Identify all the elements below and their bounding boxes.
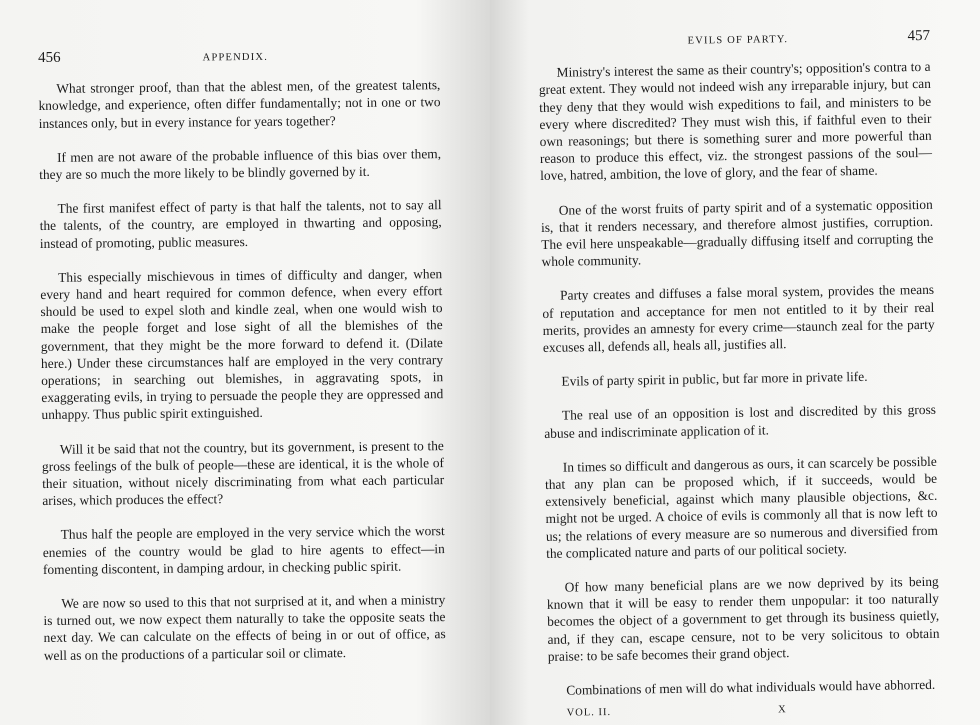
right-paragraph: Of how many beneficial plans are we now deprived by its being known that it will be easy to render them unpopular: it too naturally becomes the object of a government to get through its business quietly, and, if they can, escape censure, not to be very solicitous to obtain praise: to be safe becomes their grand object. (546, 573, 940, 664)
left-page-text-block (38, 46, 446, 681)
right-paragraph: One of the worst fruits of party spirit and of a systematic opposition is, that it renders necessary, and therefore almost justifies, corruption. The evil here unspeakable—gradually diffusing itself and corrupting the whole community. (540, 196, 934, 270)
right-paragraph: The real use of an opposition is lost and discredited by this gross abuse and indiscriminate application of it. (544, 402, 937, 441)
left-paragraph: Will it be said that not the country, but its government, is present to the gross feelings of the bulk of people—these are identical, it is the whole of their situation, without nicely discriminating from what each particular arises, which produces the effect? (41, 437, 445, 509)
signature-mark: X (777, 704, 787, 716)
page-footer (567, 701, 787, 722)
left-paragraph: What stronger proof, than that the ablest men, of the greatest talents, knowledge, and experience, often differ fundamentally; not in one or two instances only, but in every instance for years together? (38, 77, 441, 131)
left-paragraph: Thus half the people are employed in the very service which the worst enemies of the country would be glad to hire agents to effect—in fomenting discontent, in damping ardour, in checking public spirit. (42, 523, 445, 577)
right-page (490, 0, 980, 725)
right-paragraph: Ministry's interest the same as their country's; opposition's contra to a great extent. They would not indeed wish any irreparable injury, but can they deny that they would wish expeditions to fail, and ministers to be every where discredited? They must wish this, if faithful even to their own reasonings; but there is something surer and more powerful than reason to produce this effect, viz. the strongest passions of the soul—love, hatred, ambition, the love of glory, and the fear of shame. (538, 59, 933, 184)
right-paragraph: Combinations of men will do what individuals would have abhorred. (566, 676, 936, 698)
right-paragraph: In times so difficult and dangerous as ours, it can scarcely be possible that any plan can be proposed which, if it succeeds, would be extensively beneficial, against which many plausible objections, &c. might not be urged. A choice of evils is commonly all that is now left to us; the relations of every measure are so numerous and diversified from the complicated nature and parts of our political society. (544, 453, 938, 561)
right-paragraph: Party creates and diffuses a false moral system, provides the means of reputation and acceptance for men not entitled to it by their real merits, provides an amnesty for every crime—staunch zeal for the party excuses all, defends all, heals all, justifies all. (542, 282, 935, 356)
left-page-number: 456 (38, 49, 61, 66)
left-paragraph: We are now so used to this that not surprised at it, and when a ministry is turned out, we now expect them naturally to take the opposite seats the next day. We can calculate on the effects of being in or out of office, as well as on the productions of a particular soil or climate. (43, 592, 446, 663)
left-paragraph: The first manifest effect of party is that half the talents, not to say all the talents, of the country, are employed in thwarting and opposing, instead of promoting, public measures. (39, 197, 442, 251)
left-page-header (38, 46, 440, 68)
right-paragraph: Evils of party spirit in public, but far more in private life. (561, 369, 868, 389)
left-paragraph: If men are not aware of the probable influence of this bias over them, they are so much the more likely to be blindly governed by it. (39, 145, 442, 183)
right-page-header (538, 28, 930, 52)
left-running-head: APPENDIX. (202, 51, 269, 64)
volume-label: VOL. II. (566, 707, 612, 719)
right-page-text-block (538, 28, 941, 723)
right-running-head: EVILS OF PARTY. (687, 34, 789, 47)
right-page-number: 457 (907, 27, 931, 45)
left-paragraph: This especially mischievous in times of difficulty and danger, when every hand and heart required for common defence, when every effort should be used to expel sloth and kindle zeal, when one would wish to make the people forget and lose sight of all the blemishes of the government, that they might be the more forward to defend it. (Dilate here.) Under these circumstances half are employed in the very contrary operations; in searching out blemishes, in aggravating spots, in exaggerating evils, in trying to persuade the people they are oppressed and unhappy. Thus public spirit extinguished. (40, 265, 444, 423)
